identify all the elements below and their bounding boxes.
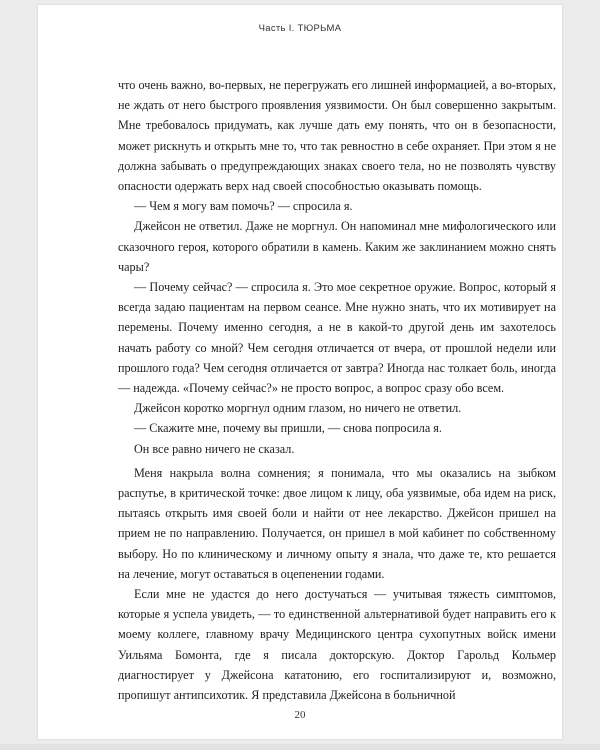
paragraph: — Чем я могу вам помочь? — спросила я.	[134, 199, 353, 214]
book-page	[38, 5, 562, 739]
paragraph: Он все равно ничего не сказал.	[134, 441, 295, 456]
page-bottom-edge	[0, 744, 600, 750]
body-text	[118, 75, 556, 705]
paragraph: Если мне не удастся до него достучаться — учитывая тяжесть симптомов, которые я успела увидеть, — то единственной альтернативой будет направить его к моему коллеге, главному врачу Медицинского центра сухопутных войск имени Уильяма Бомонта, где я писала докторскую. Доктор Гарольд Кольмер диагностирует у Джейсона кататонию, его госпитализируют и, возможно, пропишут антипсихотик. Я представила Джейсона в больничной	[118, 587, 556, 703]
paragraph: что очень важно, во-первых, не перегружать его лишней информацией, а во-вторых, не ждать от него быстрого проявления уязвимости. Он был совершенно закрытым. Мне требовалось придумать, как лучше дать ему понять, что он в безопасности, может рискнуть и открыть мне то, что так ревностно в себе охраняет. При этом я не должна забывать о предупреждающих знаках своего тела, но не позволять чувству опасности одержать верх над своей способностью оказывать помощь.	[118, 78, 556, 194]
page-number: 20	[294, 709, 306, 721]
paragraph: — Почему сейчас? — спросила я. Это мое секретное оружие. Вопрос, который я всегда задаю пациентам на первом сеансе. Мне нужно знать, что их мотивирует на перемены. Почему именно сегодня, а не в какой-то другой день им захотелось начать работу со мной? Чем сегодня отличается от вчера, от прошлой недели или прошлого года? Чем сегодня отличается от завтра? Иногда нас толкает боль, иногда — надежда. «Почему сейчас?» не просто вопрос, а вопрос сразу обо всем.	[118, 280, 556, 396]
paragraph: Джейсон коротко моргнул одним глазом, но ничего не ответил.	[134, 401, 462, 416]
paragraph: — Скажите мне, почему вы пришли, — снова попросила я.	[134, 421, 442, 436]
running-head: Часть I. ТЮРЬМА	[258, 23, 342, 34]
paragraph: Джейсон не ответил. Даже не моргнул. Он напоминал мне мифологического или сказочного героя, которого обратили в камень. Каким же заклинанием можно снять чары?	[118, 219, 556, 274]
paragraph: Меня накрыла волна сомнения; я понимала, что мы оказались на зыбком распутье, в критической точке: двое лицом к лицу, оба уязвимые, оба идем на риск, пытаясь открыть имя своей боли и найти от нее лекарство. Джейсон пришел на прием не по направлению. Получается, он пришел в мой кабинет по собственному выбору. Но по клиническому и личному опыту я знала, что даже те, кто решается на лечение, могут оставаться в оцепенении годами.	[118, 465, 556, 581]
